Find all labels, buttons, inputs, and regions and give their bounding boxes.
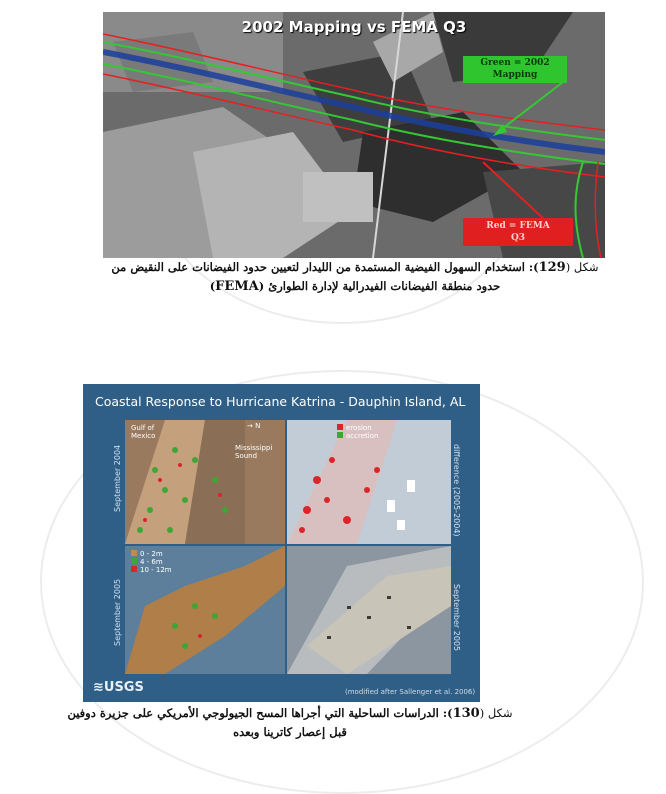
credit-text: (modified after Sallenger et al. 2006) xyxy=(345,688,476,696)
side-label: difference (2005-2004) xyxy=(452,444,461,537)
side-label: September 2005 xyxy=(452,584,461,652)
figure-130-image xyxy=(83,384,480,702)
usgs-logo: ≋USGS xyxy=(93,680,144,695)
figure-129-caption xyxy=(90,258,620,296)
red-legend-box: Red = FEMA Q3 xyxy=(463,218,573,246)
north-arrow: → N xyxy=(247,422,261,430)
height-legend: 0 - 2m 4 - 6m 10 - 12m xyxy=(131,550,172,574)
figure-130-caption xyxy=(60,704,520,742)
panel-difference xyxy=(287,420,451,544)
caption-line: حدود منطقة الفيضانات الفيدرالية لإدارة الطوارئ (FEMA) xyxy=(209,279,501,294)
caption-line: شكل (129): استخدام السهول الفيضية المستمدة من الليدار لتعيين حدود الفيضانات على النقيض من xyxy=(111,260,599,275)
change-legend: erosion accretion xyxy=(337,424,378,440)
figure-129-title: 2002 Mapping vs FEMA Q3 xyxy=(241,18,467,36)
panel-sep-2005 xyxy=(125,546,285,674)
side-label: September 2005 xyxy=(113,578,122,646)
figure-130-title: Coastal Response to Hurricane Katrina - Dauphin Island, AL xyxy=(95,394,466,409)
side-label: September 2004 xyxy=(113,444,122,512)
figure-129-image xyxy=(103,12,605,258)
green-legend-box: Green = 2002 Mapping xyxy=(463,56,567,83)
caption-line: قبل إعصار كاترينا وبعده xyxy=(233,725,347,739)
panel-sep-2004: Gulf of Mexico Mississippi Sound → N xyxy=(125,420,285,544)
caption-line: شكل (130): الدراسات الساحلية التي أجراها المسح الجيولوجي الأمريكي على جزيرة دوفين xyxy=(67,706,513,721)
panel-photo-2005 xyxy=(287,546,451,674)
